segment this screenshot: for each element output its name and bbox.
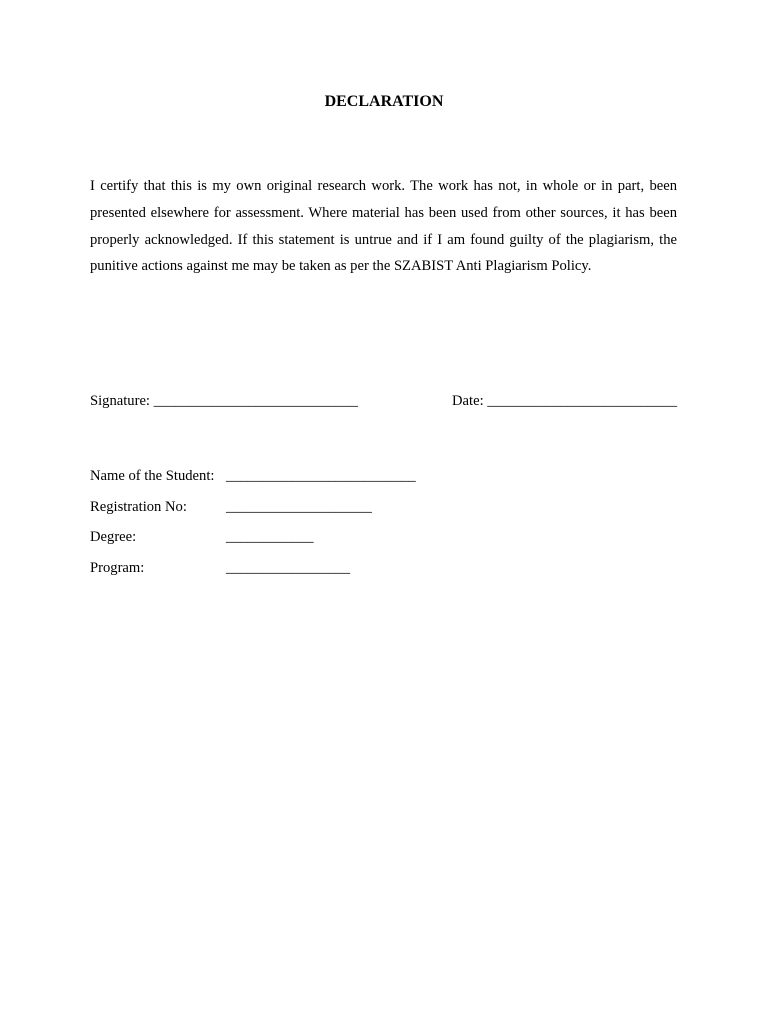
program-line: _________________: [226, 560, 351, 576]
signature-field: Signature: ____________________________: [90, 393, 358, 409]
registration-no-label: Registration No:: [90, 499, 187, 515]
declaration-paragraph: I certify that this is my own original research work. The work has not, in whole or in part, been presented elsewhere for assessment. Where material has been used from other sources, it has been properly acknowledged. If this statement is untrue and if I am found guilty of the plagiarism, the punitive actions against me may be taken as per the SZABIST Anti Plagiarism Policy.: [90, 178, 677, 275]
degree-label: Degree:: [90, 529, 137, 545]
student-name-line: __________________________: [226, 468, 416, 484]
registration-no-line: ____________________: [226, 499, 372, 515]
page-title: DECLARATION: [324, 93, 444, 110]
student-name-label: Name of the Student:: [90, 468, 215, 484]
date-field: Date: __________________________: [452, 393, 677, 409]
program-label: Program:: [90, 560, 145, 576]
degree-line: ____________: [226, 529, 314, 545]
